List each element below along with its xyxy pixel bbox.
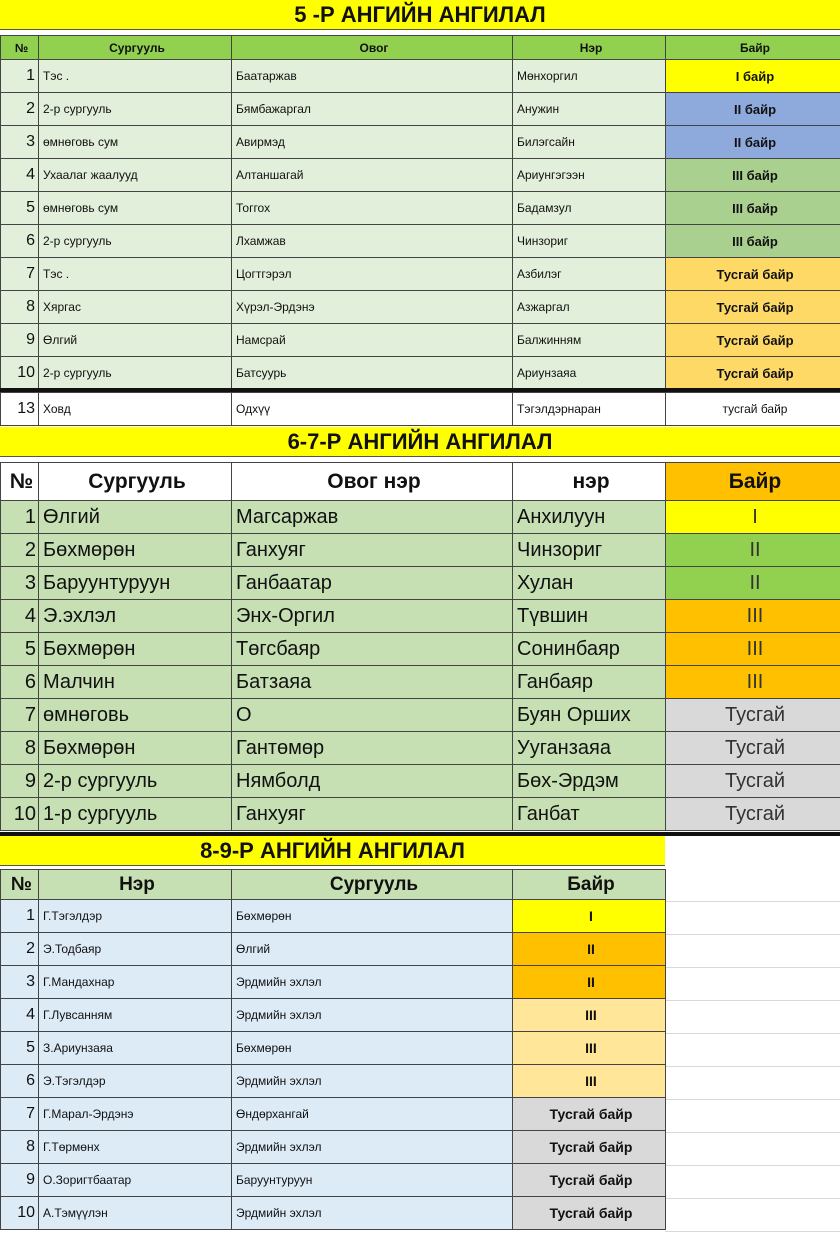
row-name: А.Тэмүүлэн [39,1197,232,1230]
row-number: 7 [1,1098,39,1131]
row-school: 1-р сургууль [39,798,232,831]
row-surname: Төгсбаяр [232,633,513,666]
table-row [1,999,666,1032]
table-row [1,633,840,666]
row-school: Бөхмөрөн [39,633,232,666]
row-surname: Тоггох [232,192,513,225]
table-row [1,1098,666,1131]
row-surname: Хүрэл-Эрдэнэ [232,291,513,324]
row-name: Азбилэг [513,258,666,291]
grade5-table [0,35,840,390]
row-number: 4 [1,999,39,1032]
table-row [1,966,666,999]
row-surname: Баатаржав [232,60,513,93]
row-number: 1 [1,900,39,933]
row-place: III [513,1065,666,1098]
row-school: 2-р сургууль [39,93,232,126]
row-school: Малчин [39,666,232,699]
row-number: 6 [1,666,39,699]
row-school: Бөхмөрөн [232,1032,513,1065]
table-row [1,1197,666,1230]
row-place: Тусгай байр [666,258,840,291]
row-number: 4 [1,159,39,192]
row-number: 7 [1,258,39,291]
row-number: 10 [1,1197,39,1230]
row-name: Ариунзаяа [513,357,666,390]
row-surname: Цогтгэрэл [232,258,513,291]
row-name: Балжинням [513,324,666,357]
row-number: 13 [1,393,39,426]
row-place: II [666,567,840,600]
row-school: Өлгий [39,501,232,534]
table-row [1,567,840,600]
row-place: Тусгай байр [666,357,840,390]
row-school: Эрдмийн эхлэл [232,1197,513,1230]
empty-grid-area [665,869,840,1235]
row-name: О.Зоригтбаатар [39,1164,232,1197]
row-place: II [513,966,666,999]
row-place: II байр [666,126,840,159]
row-name: Бадамзул [513,192,666,225]
row-place: Тусгай байр [666,291,840,324]
row-number: 5 [1,192,39,225]
table-row [1,501,840,534]
row-number: 6 [1,225,39,258]
row-name: Түвшин [513,600,666,633]
row-school: Баруунтуруун [232,1164,513,1197]
row-surname: Одхүү [232,393,513,426]
row-place: III [666,633,840,666]
row-name: Г.Мандахнар [39,966,232,999]
row-number: 8 [1,291,39,324]
row-name: Чинзориг [513,225,666,258]
col-number: № [1,463,39,501]
row-school: өмнөговь [39,699,232,732]
grade89-title: 8-9-Р АНГИЙН АНГИЛАЛ [0,836,665,866]
row-surname: Авирмэд [232,126,513,159]
row-school: 2-р сургууль [39,357,232,390]
row-school: Эрдмийн эхлэл [232,1131,513,1164]
row-name: Азжаргал [513,291,666,324]
table-row [1,534,840,567]
row-number: 7 [1,699,39,732]
row-place: Тусгай байр [513,1197,666,1230]
row-place: III байр [666,159,840,192]
row-surname: Гантөмөр [232,732,513,765]
grade5-header-row [1,36,840,60]
grade5-extra-table [0,392,840,426]
col-school: Сургууль [232,870,513,900]
col-surname: Овог [232,36,513,60]
row-place: Тусгай байр [513,1131,666,1164]
row-number: 1 [1,60,39,93]
row-number: 2 [1,933,39,966]
table-row [1,225,840,258]
row-name: Анхилуун [513,501,666,534]
table-row [1,666,840,699]
row-surname: Магсаржав [232,501,513,534]
row-name: Сонинбаяр [513,633,666,666]
row-name: Мөнхоргил [513,60,666,93]
row-number: 8 [1,1131,39,1164]
row-surname: Алтаншагай [232,159,513,192]
row-place: Тусгай байр [513,1098,666,1131]
col-school: Сургууль [39,463,232,501]
grade67-table [0,462,840,831]
row-name: З.Ариунзаяа [39,1032,232,1065]
row-place: III [513,999,666,1032]
row-place: II [666,534,840,567]
row-name: Хулан [513,567,666,600]
row-school: Эрдмийн эхлэл [232,1065,513,1098]
row-place: III [666,666,840,699]
table-row [1,357,840,390]
row-surname: Ганхуяг [232,534,513,567]
row-school: Ухаалаг жаалууд [39,159,232,192]
row-number: 1 [1,501,39,534]
row-place: III байр [666,192,840,225]
row-place: Тусгай [666,798,840,831]
table-row [1,126,840,159]
row-place: I байр [666,60,840,93]
row-school: өмнөговь сум [39,192,232,225]
row-school: Бөхмөрөн [232,900,513,933]
row-school: Өндөрхангай [232,1098,513,1131]
row-number: 8 [1,732,39,765]
row-school: Өлгий [232,933,513,966]
table-row [1,60,840,93]
row-place: III байр [666,225,840,258]
grade89-table [0,869,666,1230]
table-row [1,192,840,225]
table-row [1,1131,666,1164]
row-number: 4 [1,600,39,633]
table-row [1,699,840,732]
table-row [1,1065,666,1098]
grade5-title: 5 -Р АНГИЙН АНГИЛАЛ [0,0,840,30]
table-row [1,1164,666,1197]
row-place: I [513,900,666,933]
table-row [1,291,840,324]
row-place: Тусгай [666,765,840,798]
row-name: Г.Төрмөнх [39,1131,232,1164]
table-row [1,798,840,831]
col-name: Нэр [39,870,232,900]
row-name: Г.Лувсанням [39,999,232,1032]
row-place: Тусгай [666,732,840,765]
row-place: II байр [666,93,840,126]
row-school: 2-р сургууль [39,765,232,798]
col-number: № [1,36,39,60]
col-school: Сургууль [39,36,232,60]
row-school: Өлгий [39,324,232,357]
row-place: II [513,933,666,966]
row-place: тусгай байр [666,393,840,426]
row-surname: Намсрай [232,324,513,357]
row-surname: Нямболд [232,765,513,798]
row-school: 2-р сургууль [39,225,232,258]
row-number: 9 [1,1164,39,1197]
row-school: Тэс . [39,258,232,291]
row-surname: Батсуурь [232,357,513,390]
row-number: 9 [1,324,39,357]
row-number: 6 [1,1065,39,1098]
table-row [1,600,840,633]
row-name: Тэгэлдэрнаран [513,393,666,426]
row-school: Бөхмөрөн [39,534,232,567]
row-number: 3 [1,966,39,999]
grade67-header-row [1,463,840,501]
row-school: Эрдмийн эхлэл [232,966,513,999]
row-school: Э.эхлэл [39,600,232,633]
row-school: Ховд [39,393,232,426]
row-name: Чинзориг [513,534,666,567]
row-number: 10 [1,798,39,831]
row-name: Буян Орших [513,699,666,732]
row-name: Ганбат [513,798,666,831]
row-school: Бөхмөрөн [39,732,232,765]
table-row [1,159,840,192]
row-number: 9 [1,765,39,798]
row-number: 2 [1,93,39,126]
col-name: Нэр [513,36,666,60]
row-surname: Ганбаатар [232,567,513,600]
row-place: III [513,1032,666,1065]
row-name: Э.Тодбаяр [39,933,232,966]
row-number: 5 [1,633,39,666]
row-name: Ариунгэгээн [513,159,666,192]
row-school: өмнөговь сум [39,126,232,159]
table-row [1,393,840,426]
row-number: 3 [1,126,39,159]
row-name: Г.Марал-Эрдэнэ [39,1098,232,1131]
row-place: Тусгай байр [513,1164,666,1197]
row-school: Эрдмийн эхлэл [232,999,513,1032]
col-place: Байр [666,463,840,501]
row-place: Тусгай байр [666,324,840,357]
col-place: Байр [513,870,666,900]
row-school: Хяргас [39,291,232,324]
table-row [1,258,840,291]
row-name: Ууганзаяа [513,732,666,765]
row-name: Г.Тэгэлдэр [39,900,232,933]
table-row [1,324,840,357]
row-surname: Бямбажаргал [232,93,513,126]
table-row [1,933,666,966]
row-surname: Ганхуяг [232,798,513,831]
row-surname: Лхамжав [232,225,513,258]
col-place: Байр [666,36,840,60]
row-surname: Батзаяа [232,666,513,699]
row-name: Анужин [513,93,666,126]
row-surname: Энх-Оргил [232,600,513,633]
col-surname: Овог нэр [232,463,513,501]
row-number: 10 [1,357,39,390]
grade67-title: 6-7-Р АНГИЙН АНГИЛАЛ [0,427,840,457]
row-school: Баруунтуруун [39,567,232,600]
row-school: Тэс . [39,60,232,93]
row-name: Ганбаяр [513,666,666,699]
row-number: 2 [1,534,39,567]
row-name: Бөх-Эрдэм [513,765,666,798]
row-name: Э.Тэгэлдэр [39,1065,232,1098]
table-row [1,93,840,126]
table-row [1,1032,666,1065]
col-name: нэр [513,463,666,501]
table-row [1,732,840,765]
row-number: 3 [1,567,39,600]
row-name: Билэгсайн [513,126,666,159]
row-number: 5 [1,1032,39,1065]
table-row [1,900,666,933]
grade89-header-row [1,870,666,900]
col-number: № [1,870,39,900]
row-surname: О [232,699,513,732]
row-place: III [666,600,840,633]
row-place: Тусгай [666,699,840,732]
row-place: I [666,501,840,534]
table-row [1,765,840,798]
